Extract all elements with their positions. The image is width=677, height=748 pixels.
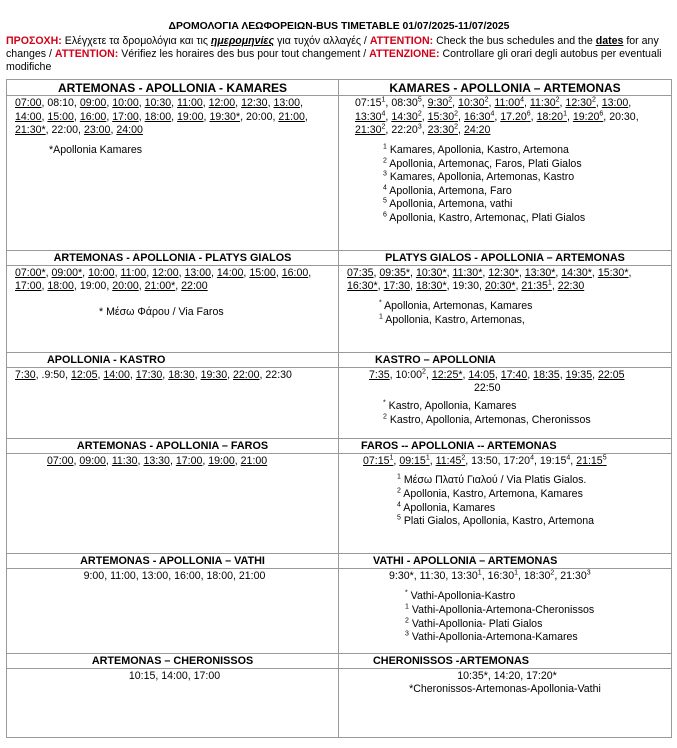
footnote-marker: 2: [454, 110, 459, 118]
departure-time: $09:15^1$: [399, 454, 430, 467]
departure-time: 10:30*: [415, 266, 447, 279]
route-r2: [339, 79, 672, 250]
legend-entry: [383, 144, 667, 158]
legend-entry: [383, 414, 667, 428]
departure-time: $9:30^2$: [427, 96, 453, 110]
departure-time: $15:30^2$: [427, 110, 459, 123]
departure-time: 08:10: [47, 97, 74, 110]
route-times: 10:15, 14:00, 17:00: [128, 669, 221, 682]
legend-entry: [379, 300, 667, 314]
route-times: $07:15^1$, $08:30^5$, $9:30^2$, $10:30^2$, $11:00^4$, $11:30^2$, $12:30^2$, 13:00, $13:30^4$, $14:30^2$, $15:30^2$, $16:30^4$, 17.20$^6$, $18:20^1$, $19:20^6$, 20:30, $21:30^2$, $22:20^3$, $23:30^2$, 24:20: [355, 96, 639, 137]
route-header: APOLLONIA - KASTRO: [7, 353, 338, 368]
footnote-marker: 1: [389, 454, 394, 462]
legend-text: Kamares, Apollonia, Artemonas, Kastro: [386, 171, 575, 184]
departure-time: 11:30*: [452, 266, 483, 279]
departure-time: 21:00*: [144, 280, 176, 293]
legend-marker: 4: [397, 501, 401, 508]
footnote-marker: 6: [526, 110, 531, 118]
legend-marker: *: [405, 589, 408, 597]
departure-time: 14:00: [216, 266, 244, 279]
departure-time: $17:20^4$: [503, 454, 534, 467]
legend-marker: 2: [405, 617, 409, 624]
legend-marker: 2: [383, 413, 387, 420]
departure-time: 22:00: [51, 124, 79, 137]
departure-time: 19:30: [200, 368, 228, 381]
departure-time: 19:00: [208, 454, 235, 467]
legend-entry: [383, 400, 667, 414]
departure-time: 07:00: [15, 97, 42, 110]
route-times: 07:00*, 09:00*, 10:00, 11:00, 12:00, 13:00, 14:00, 15:00, 16:00, 17:00, 18:00, 19:00, 20:00, 21:00*, 22:00: [15, 266, 312, 293]
departure-time: 10:30: [144, 97, 172, 110]
route-times: 10:35*, 14:20, 17:20*: [457, 669, 557, 682]
notice-label-fr: ATTENTION:: [54, 48, 119, 61]
route-r10: [339, 553, 672, 653]
footnote-marker: 1: [514, 569, 518, 577]
legend-marker: 2: [383, 157, 387, 164]
departure-time: 16:00: [79, 110, 107, 123]
row-platys: [7, 250, 672, 352]
route-header: VATHI - APOLLONIA – ARTEMONAS: [339, 554, 671, 569]
departure-time: 19:00: [79, 280, 107, 293]
legend-text: Apollonia, Kamares: [400, 501, 496, 514]
route-r7: [7, 438, 339, 553]
legend-marker: 1: [379, 313, 383, 320]
route-header: KASTRO – APOLLONIA: [339, 353, 671, 368]
row-vathi: [7, 553, 672, 653]
departure-time: 18:35: [533, 368, 560, 381]
departure-time: 20:00: [112, 280, 139, 293]
departure-time: $07:15^1$: [363, 454, 394, 467]
departure-time: $10:00^2$: [395, 368, 426, 381]
departure-time: 17:00: [175, 454, 203, 467]
departure-time: $11:30^2$: [529, 96, 560, 110]
footnote-marker: 2: [555, 96, 560, 104]
departure-time: 13:00: [601, 97, 629, 110]
departure-time: 21:00: [278, 110, 305, 123]
route-times: 9:00, 11:00, 13:00, 16:00, 18:00, 21:00: [83, 569, 266, 582]
legend-text: Apollonia, Artemonaς, Faros, Plati Gialos: [386, 157, 582, 170]
route-note: *Cheronissos-Artemonas-Apollonia-Vathi: [409, 683, 601, 696]
departure-time: 11:00: [177, 97, 203, 110]
legend-text: Μέσω Πλατύ Γιαλού / Via Platis Gialos.: [400, 474, 587, 487]
legend-marker: 4: [383, 184, 387, 192]
departure-time: $21:15^5$: [576, 454, 607, 467]
footnote-marker: 1: [381, 96, 386, 104]
departure-time: $19:20^6$: [572, 110, 604, 123]
departure-time: 18:30: [168, 368, 195, 381]
departure-time: 22:00: [181, 280, 208, 293]
legend-entry: [405, 604, 667, 618]
departure-time: 14:00: [15, 110, 42, 123]
route-r8: [339, 438, 672, 553]
route-r11: [7, 653, 339, 737]
departure-time: 7:35: [369, 368, 390, 381]
departure-time: 09:00*: [51, 266, 83, 279]
legend-entry: [405, 618, 667, 632]
departure-time: 20:30*: [484, 280, 516, 293]
departure-time: 15:00: [249, 266, 276, 279]
route-header: ARTEMONAS - APOLLONIA – VATHI: [7, 554, 338, 569]
departure-time: 20:00: [245, 110, 273, 123]
departure-time: $21:30^2$: [355, 123, 386, 137]
legend-entry: [397, 474, 667, 488]
notice-text-gr-2: για τυχόν αλλαγές /: [274, 34, 370, 47]
departure-time: $08:30^5$: [391, 96, 422, 110]
row-cheronissos: [7, 653, 672, 737]
departure-time: 14:30*: [561, 266, 592, 279]
departure-time: 12:00: [152, 266, 179, 279]
footnote-marker: 5: [417, 96, 422, 104]
legend-text: Vathi-Apollonia-Artemona-Kamares: [408, 631, 578, 644]
departure-time: $11:45^2$: [435, 454, 466, 467]
departure-time: $16:30^4$: [463, 110, 495, 123]
footnote-marker: 2: [417, 110, 422, 118]
departure-time: 24:20: [463, 124, 491, 137]
route-legend: [339, 294, 671, 327]
footnote-marker: 3: [417, 123, 422, 131]
footnote-marker: 2: [422, 368, 426, 376]
route-note: * Μέσω Φάρου / Via Faros: [99, 305, 224, 318]
notice-text-fr: Vérifiez les horaires des bus pour tout changement /: [118, 48, 370, 61]
legend-text: Apollonia, Artemonas, Kamares: [381, 299, 533, 312]
departure-time: 17.20$^6$: [500, 110, 531, 123]
legend-text: Kastro, Apollonia, Artemonas, Cheronissos: [386, 413, 591, 426]
departure-time: 15:00: [47, 110, 74, 123]
route-header: PLATYS GIALOS - APOLLONIA – ARTEMONAS: [339, 251, 671, 266]
row-faros: [7, 438, 672, 553]
legend-marker: 1: [405, 603, 409, 611]
legend-marker: 3: [405, 630, 409, 638]
departure-time: 13:00: [273, 97, 300, 110]
legend-marker: 1: [397, 473, 401, 481]
route-header: KAMARES - APOLLONIA – ARTEMONAS: [339, 80, 671, 97]
route-times: 9:30*, 11:30, $13:30^1$, $16:30^1$, $18:30^2$, $21:30^3$: [389, 569, 591, 582]
departure-time: $21:30^3$: [560, 569, 591, 582]
departure-time: 15:30*: [597, 266, 629, 279]
route-r1: [7, 79, 339, 250]
departure-time: 13:30*: [524, 266, 556, 279]
departure-time: 7:30: [15, 368, 36, 381]
route-header: CHERONISSOS -ARTEMONAS: [339, 654, 671, 669]
departure-time: 18:30*: [415, 280, 447, 293]
route-legend: [339, 138, 671, 225]
notice-text-en-1: Check the bus schedules and the: [433, 34, 596, 47]
timetable-grid: [6, 79, 672, 738]
departure-time: $11:00^4$: [494, 96, 524, 110]
departure-time: 09:00: [79, 97, 107, 110]
departure-time: 11:00: [120, 266, 147, 279]
legend-text: Apollonia, Artemona, Faro: [386, 184, 512, 197]
footnote-marker: 4: [490, 110, 495, 118]
legend-text: Apollonia, Kastro, Artemona, Kamares: [400, 487, 583, 500]
route-header: ARTEMONAS - APOLLONIA - PLATYS GIALOS: [7, 251, 338, 266]
notice-text-en-2: for any changes /: [6, 34, 659, 61]
footnote-marker: 4: [381, 110, 386, 118]
route-times: 7:35, $10:00^2$, 12:25*, 14:05, 17:40, 18:35, 19:35, 22:05 22:50: [369, 368, 625, 395]
departure-time: 12:00: [208, 97, 236, 110]
route-legend: [339, 583, 671, 644]
departure-time: $12:30^2$: [565, 96, 596, 110]
route-note: *Apollonia Kamares: [49, 143, 143, 156]
footnote-marker: 4: [566, 454, 571, 462]
departure-time: $13:30^1$: [451, 569, 482, 582]
departure-time: $21:35^1$: [521, 279, 552, 293]
legend-text: Vathi-Apollonia- Plati Gialos: [408, 617, 543, 630]
departure-time: 20:30: [609, 110, 636, 123]
notice-text-it: Controllare gli orari degli autobus per eventuali modifiche: [6, 48, 662, 74]
legend-entry: [397, 488, 667, 502]
departure-time: 23:00: [83, 124, 111, 137]
departure-time: $19:15^4$: [539, 454, 571, 467]
departure-time: $07:15^1$: [355, 96, 386, 110]
departure-time: .9:50: [41, 368, 66, 381]
footnote-marker: 1: [425, 454, 430, 462]
departure-time: 14:00: [103, 368, 130, 381]
departure-time: 16:00: [281, 266, 309, 279]
departure-time: 17:30: [383, 280, 411, 293]
notice-label-it: ATTENZIONE:: [369, 48, 440, 61]
legend-text: Kastro, Apollonia, Kamares: [385, 399, 517, 412]
row-kastro: [7, 352, 672, 438]
legend-text: Plati Gialos, Apollonia, Kastro, Artemona: [400, 515, 595, 528]
legend-text: Vathi-Apollonia-Artemona-Cheronissos: [408, 603, 595, 616]
legend-marker: 3: [383, 170, 387, 178]
departure-time: $14:30^2$: [391, 110, 422, 123]
footnote-marker: 3: [586, 569, 591, 577]
route-r12: [339, 653, 672, 737]
departure-time: 11:30: [419, 569, 446, 582]
notice-emph-gr: ημερομηνίες: [210, 34, 275, 47]
route-r4: [339, 250, 672, 352]
legend-entry: [383, 171, 667, 185]
departure-time: 17:00: [112, 110, 139, 123]
attention-notice: [6, 35, 672, 75]
departure-time: 10:00: [88, 266, 115, 279]
departure-time: 19:30: [452, 280, 479, 293]
footnote-marker: 4: [520, 96, 524, 104]
departure-time: 9:30*: [389, 569, 414, 582]
extra-time: 22:50: [473, 382, 501, 395]
footnote-marker: 5: [602, 454, 607, 462]
route-times: 07:00, 09:00, 11:30, 13:30, 17:00, 19:00, 21:00: [47, 454, 268, 467]
footnote-marker: 2: [381, 123, 386, 131]
notice-label-en: ATTENTION:: [369, 34, 434, 47]
route-legend: [339, 468, 671, 528]
footnote-marker: 2: [454, 123, 459, 131]
route-r9: [7, 553, 339, 653]
legend-entry: [383, 212, 667, 226]
route-times: 07:00, 08:10, 09:00, 10:00, 10:30, 11:00, 12:00, 12:30, 13:00, 14:00, 15:00, 16:00, 17:00, 18:00, 19:00, 19:30*, 20:00, 21:00, 21:30*, 22:00, 23:00, 24:00: [15, 97, 308, 137]
departure-time: 07:35: [347, 266, 374, 279]
route-legend: [339, 396, 671, 427]
departure-time: 22:30: [557, 280, 585, 293]
legend-marker: 5: [383, 197, 387, 205]
departure-time: 12:05: [70, 368, 98, 381]
departure-time: 22:30: [265, 368, 292, 381]
route-header: ARTEMONAS – CHERONISSOS: [7, 654, 338, 669]
departure-time: 21:00: [240, 454, 268, 467]
legend-text: Kamares, Apollonia, Kastro, Artemona: [386, 143, 569, 156]
legend-entry: [383, 185, 667, 199]
departure-time: 09:00: [79, 454, 106, 467]
legend-entry: [405, 631, 667, 645]
legend-marker: 5: [397, 514, 401, 522]
footnote-marker: 6: [599, 110, 604, 118]
departure-time: $18:30^2$: [523, 569, 555, 582]
page-title: ΔΡΟΜΟΛΟΓΙΑ ΛΕΩΦΟΡΕΙΩΝ-BUS TIMETABLE 01/07/2025-11/07/2025: [168, 21, 510, 32]
departure-time: 13:00: [184, 266, 212, 279]
legend-entry: [397, 515, 667, 529]
legend-text: Apollonia, Kastro, Artemonas,: [382, 313, 525, 326]
departure-time: 11:30: [111, 454, 138, 467]
departure-time: 17:00: [15, 280, 42, 293]
route-times: $07:15^1$, $09:15^1$, $11:45^2$, 13:50, $17:20^4$, $19:15^4$, $21:15^5$: [363, 454, 607, 467]
departure-time: 22:00: [233, 368, 260, 381]
legend-marker: 1: [383, 143, 387, 151]
legend-entry: [383, 198, 667, 212]
departure-time: 16:30*: [347, 280, 378, 293]
departure-time: 13:50: [471, 454, 498, 467]
route-header: ARTEMONAS - APOLLONIA – FAROS: [7, 439, 338, 454]
footnote-marker: 2: [591, 96, 596, 104]
departure-time: 07:00*: [15, 266, 46, 279]
legend-text: Vathi-Apollonia-Kastro: [407, 590, 516, 603]
legend-marker: *: [383, 399, 386, 407]
route-times: 7:30, .9:50, 12:05, 14:00, 17:30, 18:30, 19:30, 22:00, 22:30: [15, 368, 292, 381]
row-kamares: [7, 79, 672, 250]
departure-time: 10:00: [112, 97, 139, 110]
notice-text-gr-1: Ελέγχετε τα δρομολόγια και τις: [61, 34, 211, 47]
departure-time: 19:00: [177, 110, 204, 123]
departure-time: 17:30: [135, 368, 163, 381]
departure-time: 12:25*: [431, 368, 463, 381]
legend-text: Apollonia, Artemona, vathi: [386, 198, 513, 211]
legend-entry: [397, 502, 667, 516]
departure-time: 24:00: [116, 124, 143, 137]
departure-time: 13:30: [143, 454, 170, 467]
footnote-marker: 2: [550, 569, 555, 577]
legend-marker: 2: [397, 487, 401, 495]
departure-time: 18:00: [144, 110, 172, 123]
departure-time: $23:30^2$: [427, 123, 459, 137]
legend-entry: [383, 158, 667, 172]
legend-entry: [405, 590, 667, 604]
footnote-marker: 1: [477, 569, 482, 577]
departure-time: $10:30^2$: [458, 96, 489, 110]
route-times: 07:35, 09:35*, 10:30*, 11:30*, 12:30*, 13:30*, 14:30*, 15:30*, 16:30*, 17:30, 18:30*, 19:30, 20:30*, $21:35^1$, 22:30: [347, 266, 632, 293]
departure-time: $18:20^1$: [536, 110, 567, 123]
departure-time: 12:30*: [488, 266, 519, 279]
departure-time: $13:30^4$: [355, 110, 386, 123]
departure-time: 07:00: [47, 454, 74, 467]
route-r5: [7, 352, 339, 438]
departure-time: 22:05: [597, 368, 625, 381]
footnote-marker: 1: [547, 279, 552, 287]
departure-time: 09:35*: [379, 266, 411, 279]
legend-text: Apollonia, Kastro, Artemonaς, Plati Gialos: [386, 211, 586, 224]
route-header: ARTEMONAS - APOLLONIA - KAMARES: [7, 80, 338, 97]
departure-time: 17:40: [500, 368, 528, 381]
legend-marker: *: [379, 299, 382, 307]
footnote-marker: 2: [448, 96, 453, 104]
route-header: FAROS -- APOLLONIA -- ARTEMONAS: [339, 439, 671, 454]
departure-time: 21:30*: [15, 124, 46, 137]
departure-time: $22:20^3$: [391, 123, 422, 137]
departure-time: 18:00: [47, 280, 74, 293]
departure-time: 12:30: [241, 97, 268, 110]
footnote-marker: 2: [461, 454, 466, 462]
footnote-marker: 1: [563, 110, 567, 118]
legend-marker: 6: [383, 211, 387, 219]
departure-time: 14:05: [468, 368, 495, 381]
notice-label-gr: ΠΡΟΣΟΧΗ:: [6, 34, 62, 47]
departure-time: 19:35: [565, 368, 593, 381]
notice-emph-en: dates: [595, 34, 624, 47]
footnote-marker: 4: [530, 454, 534, 462]
legend-entry: [379, 314, 667, 328]
departure-time: $16:30^1$: [487, 569, 518, 582]
route-r6: [339, 352, 672, 438]
departure-time: 19:30*: [209, 110, 241, 123]
route-r3: [7, 250, 339, 352]
footnote-marker: 2: [484, 96, 489, 104]
